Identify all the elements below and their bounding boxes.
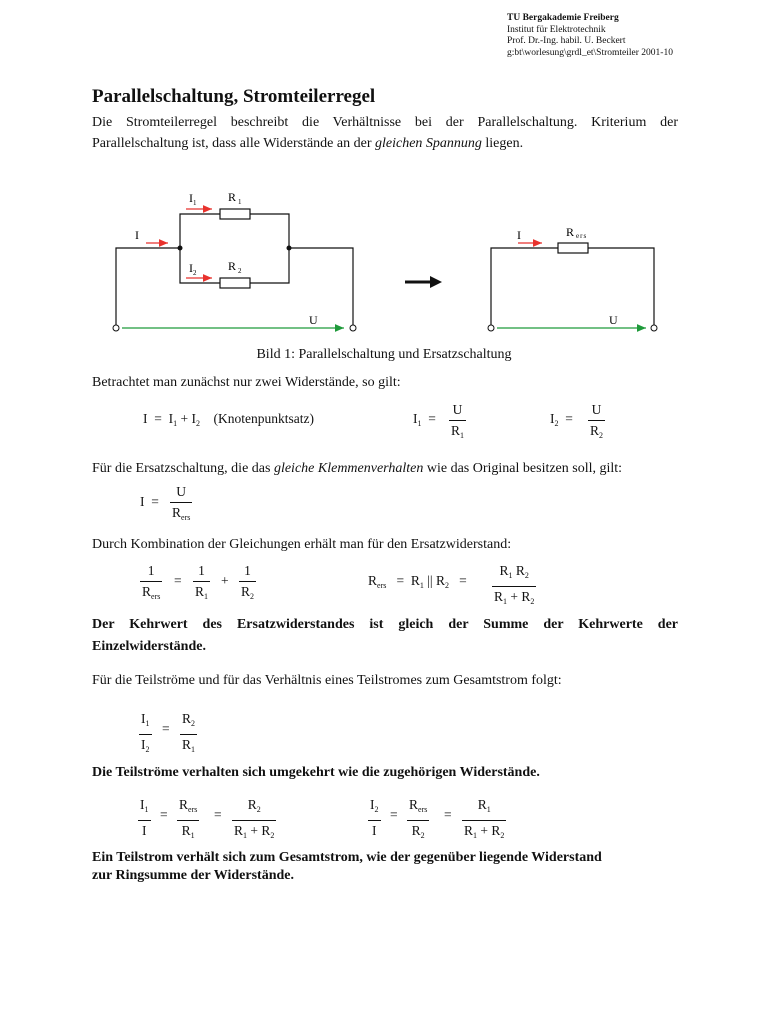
eq-i1-rers-r1: $R_{ers}$ $R_1$ (177, 797, 199, 844)
eq-ratio-equals: = (162, 721, 170, 736)
wire-branch-r1 (180, 214, 220, 248)
wire-branch-r1-right (250, 214, 289, 248)
wire-eq-left (491, 248, 558, 325)
circuit-diagram (0, 180, 768, 340)
wire-branch-r2-right (250, 248, 289, 283)
intro-text-end: liegen. (481, 136, 524, 151)
wire-right (289, 248, 353, 325)
label-r1: R $_1$ (228, 190, 242, 206)
equivalent-circuit (491, 243, 654, 325)
statement-kehrwert-line-2: Einzelwiderstände. (92, 639, 206, 654)
eq-i1-r2-sum: $\frac{R_2}{R_1 + R_2}$ (232, 797, 276, 844)
eq-i1-frac: $\frac{U}{R_1}$ (449, 402, 466, 444)
eq-i2-eq2: = (444, 807, 452, 822)
document-header (507, 13, 673, 59)
statement-ringsumme-line-1: Ein Teilstrom verhält sich zum Gesamtstrom, wie der gegenüber liegende Widerstand (92, 850, 602, 865)
eq-rec-r1: $\frac{1}{R_1}$ (193, 563, 210, 605)
text-ersatzschaltung: Für die Ersatzschaltung, die das gleiche Klemmenverhalten wie das Original besitzen soll, gilt: (92, 461, 623, 476)
wire-eq-right (588, 248, 654, 325)
resistor-r2 (220, 278, 250, 288)
eq-i1-eq2: = (214, 807, 222, 822)
header-org: TU Bergakademie Freiberg (507, 13, 619, 23)
label-i-eq: I (517, 228, 521, 242)
text-kombination: Durch Kombination der Gleichungen erhält man für den Ersatzwiderstand: (92, 537, 512, 552)
statement-kehrwert (92, 614, 678, 658)
label-i1: $I_1$ (189, 191, 197, 207)
label-u-left: U (309, 313, 318, 327)
eq-rec-r2: $\frac{1}{R_2}$ (239, 563, 256, 605)
intro-line-2 (92, 133, 678, 154)
header-author: Prof. Dr.-Ing. habil. U. Beckert (507, 36, 626, 46)
eq-rers-frac: $\frac{R_1 R_2}{R_1 + R_2}$ (492, 563, 536, 610)
terminal-right-1 (350, 325, 356, 331)
label-r2: R $_2$ (228, 259, 242, 275)
header-institute: Institut für Elektrotechnik (507, 24, 606, 35)
statement-kehrwert-line-1: Der Kehrwert des Ersatzwiderstandes ist gleich der Summe der Kehrwerte der (92, 617, 678, 632)
node-right (287, 246, 292, 251)
eq-ratio-r: $\frac{R_2}{R_1}$ (180, 711, 197, 758)
eq-i1-eq1: = (160, 807, 168, 822)
eq-rec-equals: = (174, 573, 182, 588)
eq-ersatz-frac: U $R_{ers}$ (170, 484, 192, 526)
eq-i2-frac: $\frac{U}{R_2}$ (588, 402, 605, 444)
resistor-rers (558, 243, 588, 253)
statement-umgekehrt: Die Teilströme verhalten sich umgekehrt wie die zugehörigen Widerstände. (92, 765, 540, 780)
terminal-left-2 (488, 325, 494, 331)
eq-i1-lhs: $I_1$ = (413, 411, 436, 428)
eq-i2-over-i: $\frac{I_2}{I}$ (370, 797, 379, 838)
figure-caption: Bild 1: Parallelschaltung und Ersatzschaltung (256, 347, 512, 362)
label-u-right: U (609, 313, 618, 327)
eq-i1-over-i: $\frac{I_1}{I}$ (140, 797, 149, 838)
intro-text: Parallelschaltung ist, dass alle Widerstände an der (92, 136, 375, 151)
page-title: Parallelschaltung, Stromteilerregel (92, 86, 376, 107)
eq-knotenpunktsatz: $I = I_1 + I_2$ (Knotenpunktsatz) (143, 411, 314, 428)
statement-ringsumme (92, 849, 678, 885)
terminal-left-1 (113, 325, 119, 331)
eq-ratio-i: $\frac{I_1}{I_2}$ (139, 711, 152, 758)
eq-rers-parallel: $R_{ers}$ = $R_1$ || $R_2$ = (368, 573, 467, 590)
resistor-r1 (220, 209, 250, 219)
eq-i2-eq1: = (390, 807, 398, 822)
eq-i2-r1-sum: $\frac{R_1}{R_1 + R_2}$ (462, 797, 506, 844)
node-left (178, 246, 183, 251)
text-teilstroeme: Für die Teilströme und für das Verhältnis eines Teilstromes zum Gesamtstrom folgt: (92, 673, 562, 688)
eq-rec-rers: 1 $R_{ers}$ (140, 563, 162, 605)
eq-rec-plus: + (221, 573, 229, 588)
intro-paragraph (92, 112, 678, 154)
intro-line-1: Die Stromteilerregel beschreibt die Verhältnisse bei der Parallelschaltung. Kriterium der (92, 115, 678, 130)
eq-i2-rers-r2: $R_{ers}$ $R_2$ (407, 797, 429, 844)
transition-arrow-head (430, 276, 442, 288)
label-i: I (135, 228, 139, 242)
label-rers: Rers (566, 225, 588, 240)
terminal-right-2 (651, 325, 657, 331)
label-i2: $I_2$ (189, 261, 197, 277)
intro-emphasis: gleichen Spannung (374, 136, 482, 151)
header-path: g:bt\worlesung\grdl_et\Stromteiler 2001-10 (507, 47, 673, 58)
text-two-resistors: Betrachtet man zunächst nur zwei Widerstände, so gilt: (92, 375, 401, 390)
wire-left (116, 248, 180, 325)
eq-i2-lhs: $I_2$ = (550, 411, 573, 428)
statement-ringsumme-line-2: zur Ringsumme der Widerstände. (92, 868, 294, 883)
eq-ersatz-lhs: I = (140, 494, 159, 509)
